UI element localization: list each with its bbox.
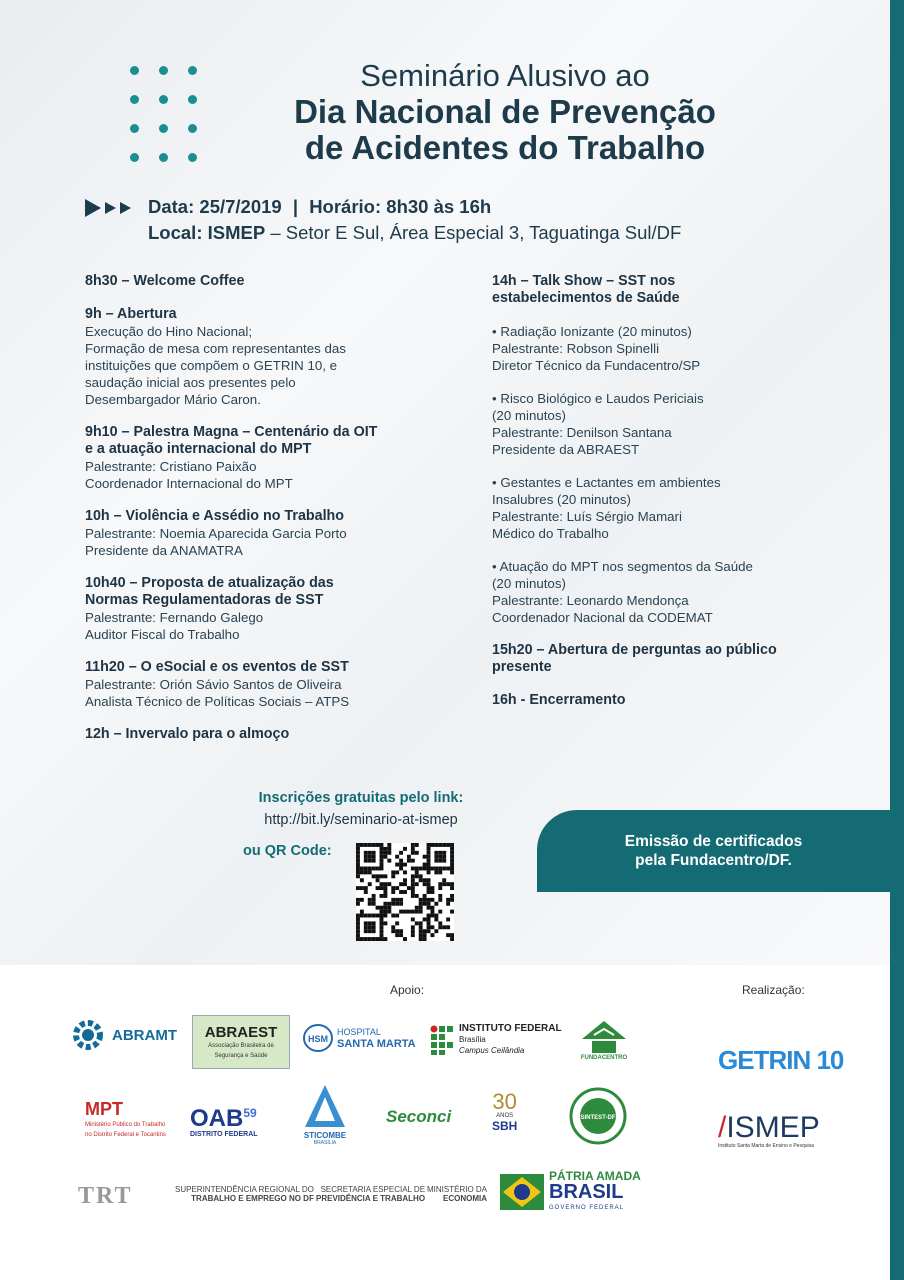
schedule-item: [492, 474, 862, 542]
sbh-logo: 30 ANOS SBH: [492, 1089, 518, 1133]
schedule-heading: 12h – Invervalo para o almoço: [85, 726, 290, 742]
schedule-text: Presidente da ABRAEST: [492, 442, 640, 457]
schedule-text: Palestrante: Fernando Galego: [85, 610, 264, 625]
schedule-heading: 10h – Violência e Assédio no Trabalho: [85, 508, 345, 524]
schedule-item: [85, 508, 445, 559]
schedule-heading: 9h10 – Palestra Magna – Centenário da OIT: [85, 424, 378, 440]
registration-link[interactable]: http://bit.ly/seminario-at-ismep: [264, 812, 458, 828]
schedule-text: • Gestantes e Lactantes em ambientes: [492, 475, 721, 490]
schedule-text: instituições que compõem o GETRIN 10, e: [85, 358, 338, 373]
svg-text:HSM: HSM: [308, 1034, 328, 1044]
schedule-text: Palestrante: Noemia Aparecida Garcia Porto: [85, 526, 347, 541]
brazil-flag-icon: [500, 1174, 544, 1210]
schedule-heading: e a atuação internacional do MPT: [85, 441, 312, 457]
schedule-item: [492, 390, 862, 458]
svg-text:SINTEST-DF: SINTEST-DF: [580, 1115, 616, 1121]
schedule-heading: 14h – Talk Show – SST nos: [492, 273, 676, 289]
schedule-text: (20 minutos): [492, 576, 566, 591]
sintest-icon: [569, 1087, 627, 1145]
schedule-text: Presidente da ANAMATRA: [85, 543, 243, 558]
schedule-item: [85, 575, 445, 643]
trt-logo: TRT: [78, 1183, 133, 1209]
secretaria-text: SECRETARIA ESPECIAL DE PREVIDÊNCIA E TRABALHO: [316, 1185, 426, 1203]
getrin-10-logo: GETRIN 10: [718, 1045, 844, 1075]
schedule-text: saudação inicial aos presentes pelo: [85, 375, 296, 390]
schedule-heading: 11h20 – O eSocial e os eventos de SST: [85, 659, 349, 675]
title-line-3: de Acidentes do Trabalho: [304, 129, 706, 166]
schedule-text: Insalubres (20 minutos): [492, 492, 631, 507]
schedule-text: Palestrante: Cristiano Paixão: [85, 459, 257, 474]
title-line-1: Seminário Alusivo ao: [360, 58, 650, 93]
schedule-text: Auditor Fiscal do Trabalho: [85, 627, 240, 642]
ministerio-text: MINISTÉRIO DA ECONOMIA: [427, 1185, 488, 1203]
schedule-item: [85, 424, 445, 492]
support-label: Apoio:: [390, 983, 425, 997]
schedule-heading: 9h – Abertura: [85, 306, 177, 322]
schedule-text: Médico do Trabalho: [492, 526, 609, 541]
schedule-item: [492, 692, 862, 709]
instituto-federal-logo: INSTITUTO FEDERAL Brasília Campus Ceilândia: [430, 1023, 562, 1056]
dot-grid-decoration: [130, 66, 226, 162]
certificate-line-1: Emissão de certificados: [624, 833, 803, 850]
schedule-heading: 8h30 – Welcome Coffee: [85, 273, 245, 289]
schedule-item: [85, 273, 445, 290]
schedule-morning: [85, 273, 445, 759]
sponsors-footer: [0, 965, 890, 1280]
abraest-logo: ABRAEST Associação Brasileira de Segurança e Saúde: [192, 1015, 290, 1069]
schedule-heading: Normas Regulamentadoras de SST: [85, 592, 324, 608]
schedule-item: [492, 558, 862, 626]
ismep-logo: /ISMEP Instituto Santa Marta de Ensino e Pesquisa: [718, 1111, 820, 1149]
oab-df-logo: OAB$^{59}$ DISTRITO FEDERAL: [190, 1105, 258, 1138]
fundacentro-logo: FUNDACENTRO: [580, 1019, 628, 1061]
schedule-text: Palestrante: Luís Sérgio Mamari: [492, 509, 682, 524]
schedule-item: [85, 726, 445, 743]
schedule-text: Coordenador Internacional do MPT: [85, 476, 293, 491]
right-accent-bar: [890, 0, 904, 1280]
date-time-line: Data: 25/7/2019 | Horário: 8h30 às 16h: [148, 196, 492, 217]
event-title: [240, 58, 770, 166]
arrows-icon: [85, 199, 137, 217]
seconci-logo: Seconci: [386, 1107, 452, 1126]
schedule-text: • Atuação do MPT nos segmentos da Saúde: [492, 559, 753, 574]
schedule-text: Palestrante: Denilson Santana: [492, 425, 672, 440]
schedule-item: [85, 659, 445, 710]
schedule-text: Palestrante: Robson Spinelli: [492, 341, 660, 356]
certificate-line-2: pela Fundacentro/DF.: [635, 852, 792, 869]
schedule-afternoon: [492, 273, 862, 725]
mpt-logo: MPT Ministério Público do Trabalho no Distrito Federal e Tocantins: [85, 1099, 166, 1138]
superintendencia-text: SUPERINTENDÊNCIA REGIONAL DO TRABALHO E EMPREGO NO DF: [175, 1185, 314, 1203]
schedule-text: Palestrante: Leonardo Mendonça: [492, 593, 689, 608]
schedule-heading: estabelecimentos de Saúde: [492, 290, 680, 306]
registration-block: [230, 789, 492, 829]
patria-amada-brasil-logo: PÁTRIA AMADA BRASIL GOVERNO FEDERAL: [500, 1169, 641, 1215]
sticombe-logo: STICOMBE BRASÍLIA: [303, 1083, 347, 1146]
schedule-item: [492, 642, 862, 676]
schedule-heading: 16h - Encerramento: [492, 692, 626, 708]
abramt-logo: ABRAMT: [70, 1017, 177, 1053]
gear-icon: [70, 1017, 106, 1053]
if-icon: [430, 1025, 454, 1055]
location-line: Local: ISMEP – Setor E Sul, Área Especial 3, Taguatinga Sul/DF: [148, 222, 682, 243]
schedule-text: (20 minutos): [492, 408, 566, 423]
schedule-item: [85, 306, 445, 408]
sticombe-icon: [303, 1083, 347, 1131]
hospital-santa-marta-logo: HSM HOSPITAL SANTA MARTA: [303, 1023, 416, 1053]
title-line-2: Dia Nacional de Prevenção: [294, 93, 716, 130]
schedule-text: • Radiação Ionizante (20 minutos): [492, 324, 692, 339]
fundacentro-icon: [580, 1019, 628, 1055]
schedule-heading: 15h20 – Abertura de perguntas ao público: [492, 642, 777, 658]
schedule-item: [492, 323, 862, 374]
registration-title: Inscrições gratuitas pelo link:: [258, 790, 464, 806]
schedule-text: Desembargador Mário Caron.: [85, 392, 261, 407]
schedule-heading: 10h40 – Proposta de atualização das: [85, 575, 334, 591]
schedule-text: Execução do Hino Nacional;: [85, 324, 253, 339]
schedule-text: Coordenador Nacional da CODEMAT: [492, 610, 713, 625]
schedule-item: [492, 273, 862, 307]
schedule-text: Palestrante: Orión Sávio Santos de Oliveira: [85, 677, 342, 692]
schedule-text: • Risco Biológico e Laudos Periciais: [492, 391, 704, 406]
schedule-text: Diretor Técnico da Fundacentro/SP: [492, 358, 701, 373]
sintest-df-logo: [569, 1087, 627, 1145]
schedule-text: Analista Técnico de Políticas Sociais – ATPS: [85, 694, 350, 709]
qr-code-icon[interactable]: [356, 843, 454, 941]
event-info: [148, 194, 681, 246]
qr-code-label: ou QR Code:: [243, 843, 332, 859]
schedule-text: Formação de mesa com representantes das: [85, 341, 346, 356]
schedule-heading: presente: [492, 659, 552, 675]
realization-label: Realização:: [742, 983, 805, 997]
certificate-banner: [537, 810, 890, 892]
hsm-icon: [303, 1023, 333, 1053]
